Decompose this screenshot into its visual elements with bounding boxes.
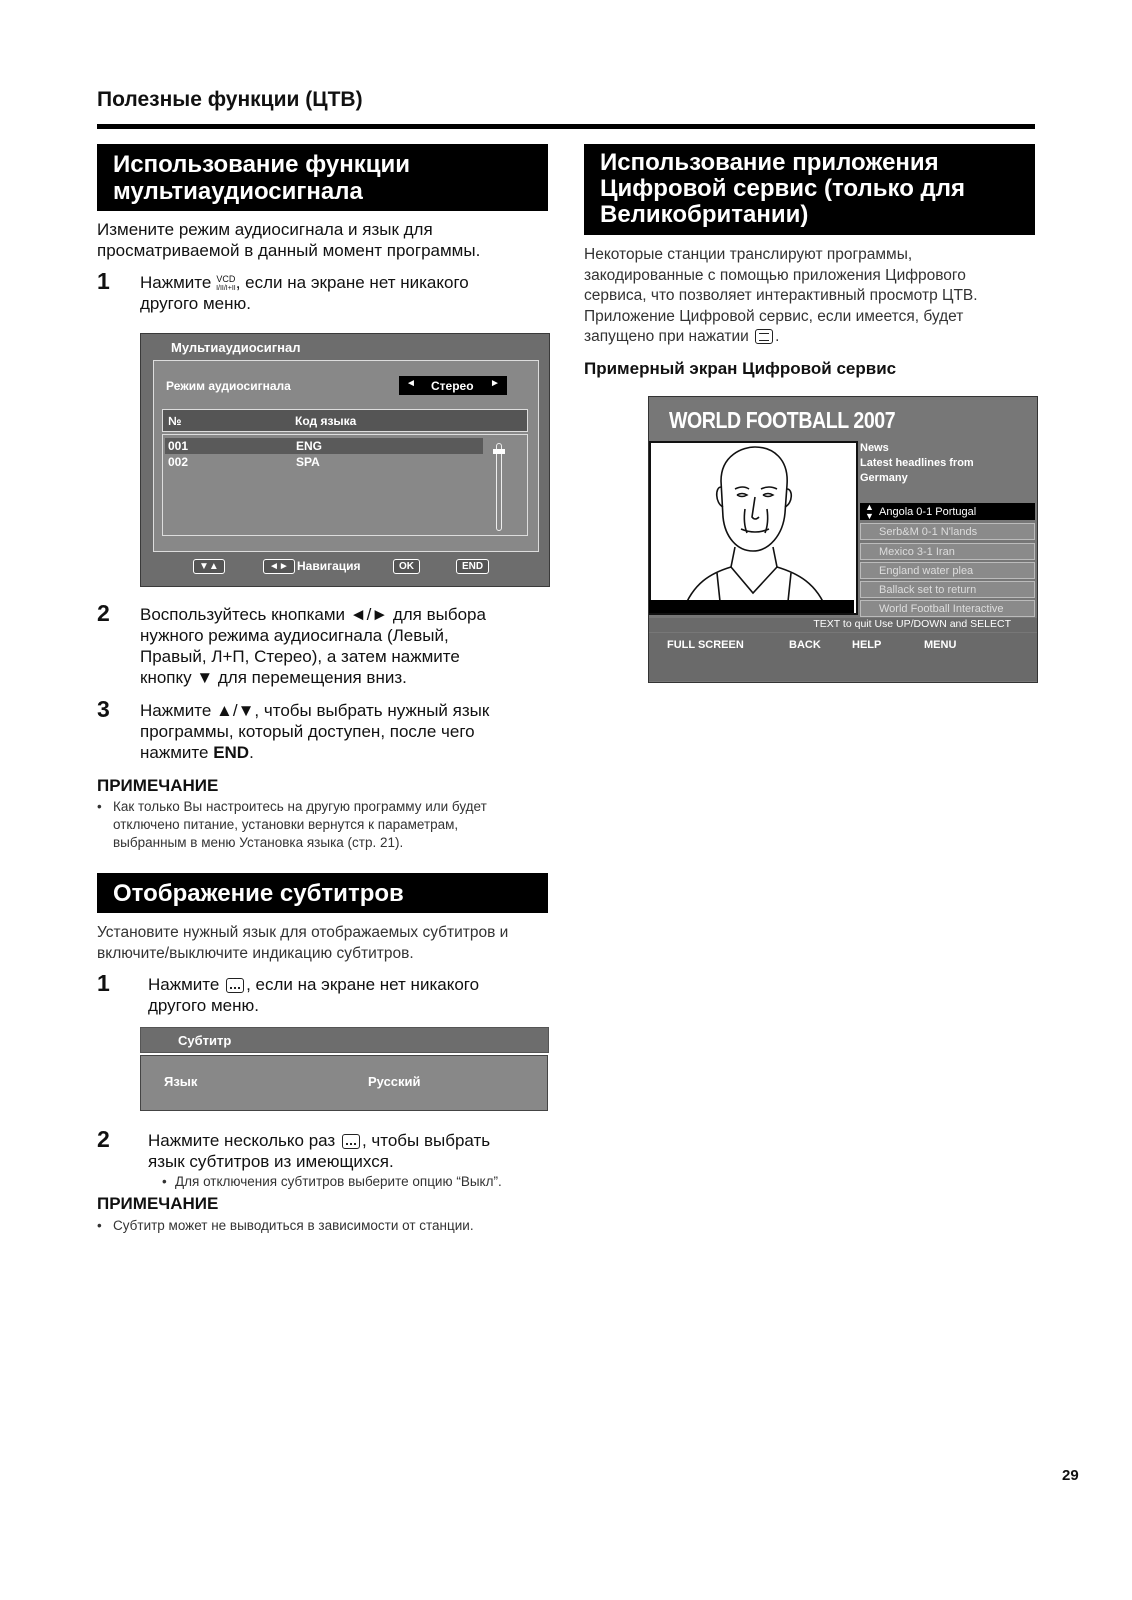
language-row-number: 002	[168, 455, 189, 469]
updown-arrows-icon: ▲ ▼	[865, 502, 874, 521]
digital-intro-line: сервиса, что позволяет интерактивный просмотр ЦТВ.	[584, 287, 978, 304]
subtitles-heading: Отображение субтитров	[97, 873, 548, 913]
osd-title: Мультиаудиосигнал	[171, 340, 301, 355]
subtitles-note	[97, 1217, 557, 1235]
language-row-code: SPA	[296, 455, 320, 469]
multiaudio-step1-post: , если на экране нет никакого	[235, 273, 469, 292]
subtitles-step2-post: , чтобы выбрать	[361, 1131, 491, 1150]
subtitles-step2-pre: Нажмите несколько раз	[148, 1131, 336, 1150]
news-item[interactable]	[860, 581, 1035, 598]
multiaudio-step2-number: 2	[97, 600, 110, 626]
audio-mode-label: Режим аудиосигнала	[166, 379, 291, 393]
subtitle-osd-title-bar	[140, 1027, 549, 1053]
audio-button-icon	[216, 275, 236, 293]
photo-caption-bar	[649, 600, 854, 613]
help-key[interactable]: HELP	[852, 639, 882, 651]
news-item[interactable]	[860, 543, 1035, 560]
news-headline-line1: Latest headlines from	[860, 457, 974, 469]
step3-line: Нажмите ▲/▼, чтобы выбрать нужный язык	[140, 701, 490, 720]
quit-instruction: TEXT to quit Use UP/DOWN and SELECT	[813, 618, 1011, 630]
subtitles-intro-line1: Установите нужный язык для отображаемых субтитров и	[97, 924, 509, 941]
subtitle-button-icon	[342, 1134, 360, 1149]
digital-sample-heading: Примерный экран Цифровой сервис	[584, 359, 897, 378]
navigation-label: Навигация	[297, 559, 361, 573]
column-language-code: Код языка	[295, 414, 357, 428]
multiaudio-heading-line1: Использование функции	[113, 151, 410, 178]
text-button-icon	[755, 329, 773, 344]
note-line: Как только Вы настроитесь на другую программу или будет	[113, 799, 487, 814]
multiaudio-heading-line2: мультиаудиосигнала	[113, 178, 363, 205]
subnote-bullet: •	[162, 1174, 167, 1189]
subtitle-osd-title: Субтитр	[178, 1033, 232, 1048]
section-label: Полезные функции (ЦТВ)	[97, 88, 363, 111]
digital-screen-title: WORLD FOOTBALL 2007	[669, 407, 896, 433]
note-line: выбранным в меню Установка языка (стр. 21).	[113, 835, 404, 850]
news-photo	[649, 441, 858, 615]
multiaudio-note-heading: ПРИМЕЧАНИЕ	[97, 776, 219, 795]
step2-line: нужного режима аудиосигнала (Левый,	[140, 626, 449, 645]
left-arrow-icon[interactable]: ◄	[406, 378, 416, 389]
step3-last-pre: нажмите	[140, 743, 209, 762]
multiaudio-step2	[140, 604, 560, 688]
multiaudio-heading	[97, 144, 548, 211]
subtitle-language-label: Язык	[164, 1074, 198, 1089]
news-item-label: Mexico 3-1 Iran	[879, 546, 955, 558]
digital-heading-line1: Использование приложения	[600, 149, 939, 176]
multiaudio-step1	[140, 272, 560, 314]
osd-panel	[153, 360, 539, 552]
step2-line: кнопку ▼ для перемещения вниз.	[140, 668, 407, 687]
digital-intro-last-pre: запущено при нажатии	[584, 328, 749, 345]
audio-mode-value: Стерео	[431, 379, 474, 393]
subtitles-step1-pre: Нажмите	[148, 975, 220, 994]
news-item-label: Serb&M 0-1 N'lands	[879, 526, 978, 538]
note-line: Субтитр может не выводиться в зависимости от станции.	[113, 1218, 474, 1233]
audio-mode-selector[interactable]	[399, 376, 507, 395]
digital-service-screen	[648, 396, 1038, 683]
subtitles-note-heading: ПРИМЕЧАНИЕ	[97, 1194, 219, 1213]
end-key-icon: END	[456, 559, 489, 574]
digital-intro	[584, 245, 1039, 348]
column-number: №	[168, 414, 182, 428]
back-key[interactable]: BACK	[789, 639, 821, 651]
note-line: отключено питание, установки вернутся к параметрам,	[113, 817, 459, 832]
news-item-label: England water plea	[879, 565, 974, 577]
subtitle-osd-body[interactable]	[140, 1055, 548, 1111]
subtitles-intro-line2: включите/выключите индикацию субтитров.	[97, 944, 414, 962]
step2-line: Правый, Л+П, Стерео), а затем нажмите	[140, 647, 460, 666]
news-item[interactable]	[860, 562, 1035, 579]
digital-intro-last-post: .	[775, 328, 780, 345]
news-item[interactable]	[860, 523, 1035, 540]
digital-intro-line: Некоторые станции транслируют программы,	[584, 246, 913, 263]
audio-icon-bottom: I/II/I+II	[216, 284, 236, 292]
news-item[interactable]	[860, 600, 1035, 617]
subtitles-step1-line2: другого меню.	[148, 996, 259, 1015]
language-list	[162, 434, 528, 536]
language-row[interactable]	[165, 438, 483, 454]
multiaudio-note	[97, 798, 557, 852]
subtitles-step2-line2: язык субтитров из имеющихся.	[148, 1152, 394, 1171]
news-item[interactable]	[860, 503, 1035, 520]
language-row-code: ENG	[296, 439, 323, 453]
step3-line-last	[140, 742, 560, 763]
menu-key[interactable]: MENU	[924, 639, 957, 651]
list-scrollbar[interactable]	[496, 443, 502, 531]
news-item-label: Ballack set to return	[879, 584, 977, 596]
multiaudio-intro-line2: просматриваемой в данный момент программы.	[97, 241, 481, 260]
step2-line: Воспользуйтесь кнопками ◄/► для выбора	[140, 605, 486, 624]
ok-key-icon: OK	[393, 559, 420, 574]
subtitle-button-icon	[226, 978, 244, 993]
note-bullet: •	[97, 799, 102, 814]
digital-intro-line: закодированные с помощью приложения Цифрового	[584, 266, 966, 284]
subtitles-intro	[97, 923, 557, 964]
subtitles-step2-subnote	[162, 1173, 562, 1191]
quit-instruction-bar	[649, 618, 1037, 632]
step3-line: программы, который доступен, после чего	[140, 722, 475, 741]
leftright-key-icon: ◄►	[263, 559, 295, 574]
subtitles-step2-number: 2	[97, 1126, 110, 1152]
language-row[interactable]	[165, 454, 483, 470]
digital-heading-line2: Цифровой сервис (только для	[600, 175, 966, 202]
multiaudio-intro	[97, 219, 557, 261]
multiaudio-step1-line2: другого меню.	[140, 294, 251, 313]
page-number: 29	[1062, 1467, 1079, 1484]
news-item-label: Angola 0-1 Portugal	[879, 506, 977, 518]
end-key-label: END	[213, 743, 250, 762]
digital-heading	[584, 144, 1035, 235]
multiaudio-intro-line1: Измените режим аудиосигнала и язык для	[97, 220, 433, 239]
digital-heading-line3: Великобритании)	[600, 201, 809, 228]
step3-last-post: .	[249, 743, 254, 762]
news-headline-line2: Germany	[860, 472, 908, 484]
subtitles-step1	[148, 974, 558, 1016]
right-arrow-icon[interactable]: ►	[490, 378, 500, 389]
subtitle-language-value: Русский	[368, 1074, 421, 1089]
subtitles-step1-post: , если на экране нет никакого	[246, 975, 480, 994]
digital-intro-last-line	[584, 327, 1039, 348]
header-rule	[97, 124, 1035, 129]
language-row-number: 001	[168, 439, 189, 453]
news-item-label: World Football Interactive	[879, 603, 1004, 615]
subnote-text: Для отключения субтитров выберите опцию “Выкл”.	[175, 1174, 502, 1189]
multiaudio-step1-number: 1	[97, 268, 110, 294]
language-list-header	[162, 409, 528, 432]
digital-intro-line: Приложение Цифровой сервис, если имеется, будет	[584, 307, 964, 325]
updown-key-icon: ▼▲	[193, 559, 225, 574]
subtitles-step2	[148, 1130, 558, 1172]
multiaudio-step1-pre: Нажмите	[140, 273, 212, 292]
news-title: News	[860, 442, 889, 454]
full-screen-key[interactable]: FULL SCREEN	[667, 639, 744, 651]
news-panel	[860, 441, 1035, 486]
audio-icon-top: VCD	[216, 273, 236, 284]
multiaudio-step3-number: 3	[97, 696, 110, 722]
multiaudio-osd	[140, 333, 550, 587]
multiaudio-step3	[140, 700, 560, 763]
player-portrait-image	[651, 443, 856, 613]
note-bullet: •	[97, 1218, 102, 1233]
screen-keys-bar	[649, 633, 1037, 681]
scrollbar-thumb[interactable]	[493, 449, 505, 454]
subtitles-step1-number: 1	[97, 970, 110, 996]
